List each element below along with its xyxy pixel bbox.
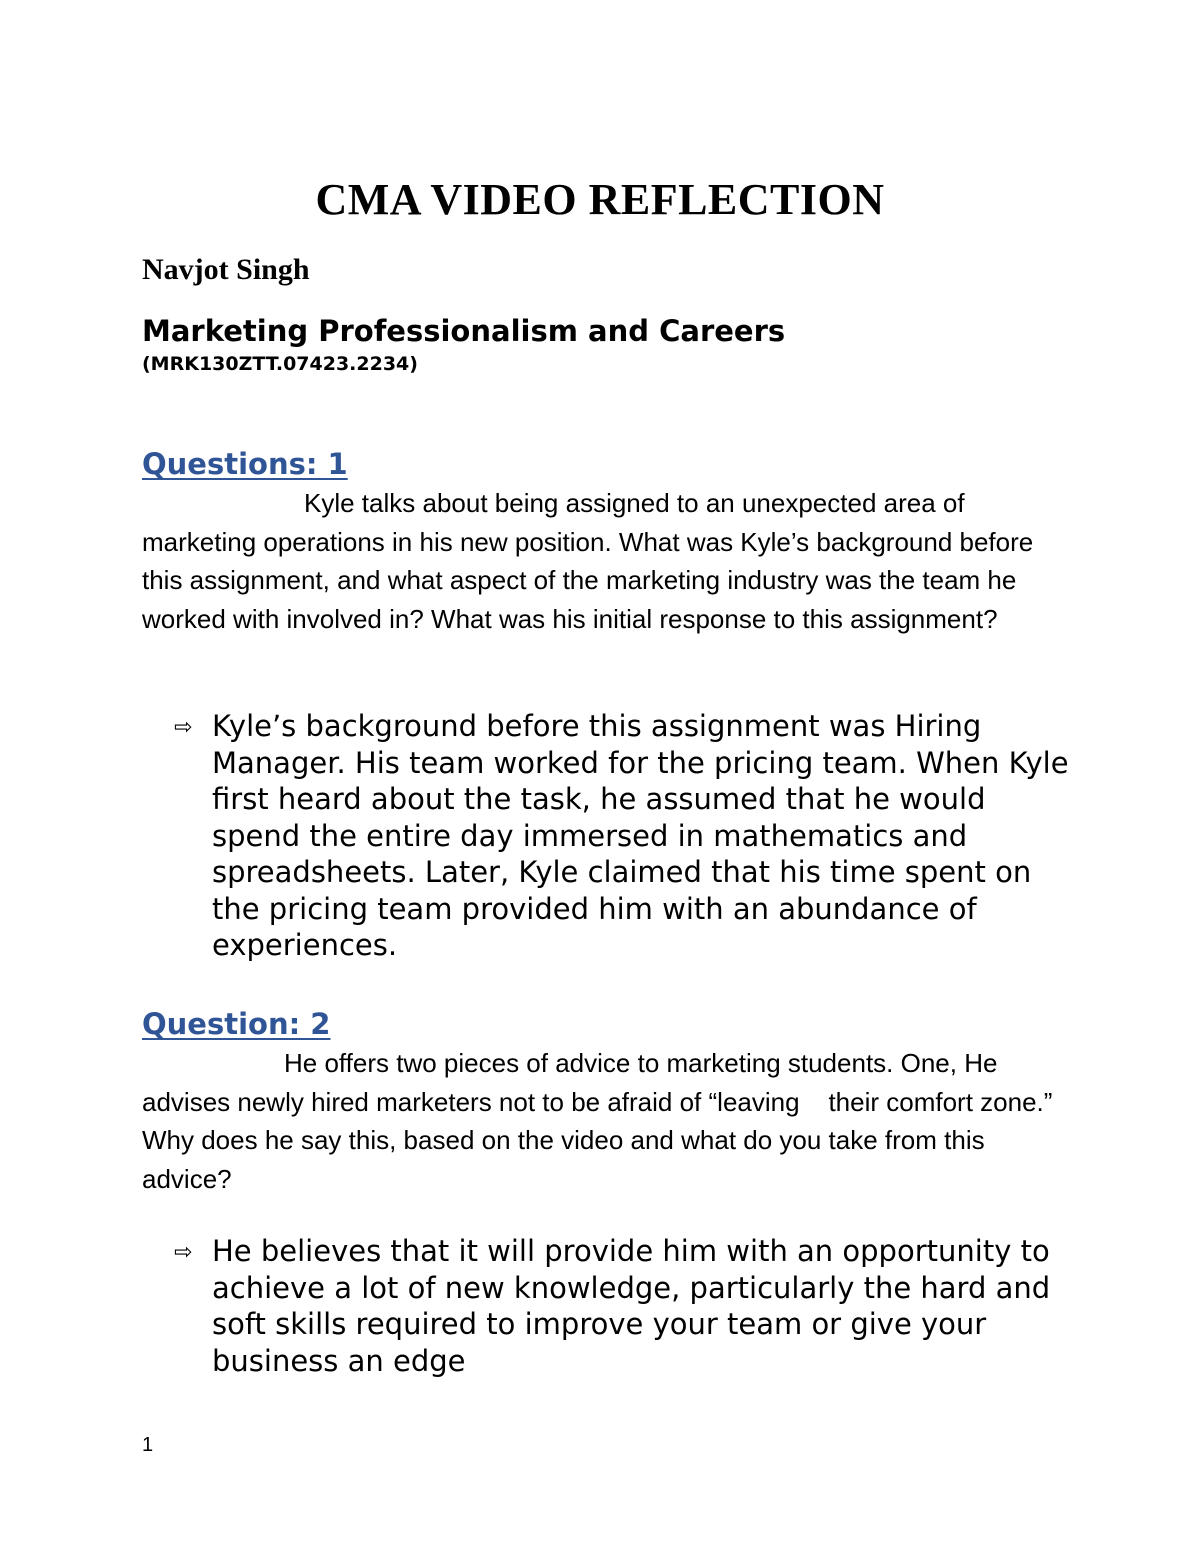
question-2-heading: Question: 2 [142,1007,331,1041]
question-1-text: Kyle talks about being assigned to an unexpected area of marketing operations in his new position. What was Kyle’s background before this assignment, and what aspect of the marketing industry was the team he worked with involved in? What was his initial response to this assignment? [142,488,1034,634]
answer-2 [174,1233,1074,1379]
answer-1 [174,708,1074,964]
question-2-text: He offers two pieces of advice to marketing students. One, He advises newly hired marketers not to be afraid of “leaving their comfort zone.” Why does he say this, based on the video and what do you take from this advice? [142,1048,1060,1194]
question-1-heading: Questions: 1 [142,447,348,481]
course-name: Marketing Professionalism and Careers [142,314,786,348]
page-number: 1 [142,1434,154,1456]
answer-2-text: He believes that it will provide him with an opportunity to achieve a lot of new knowledge, particularly the hard and soft skills required to improve your team or give your business an edge [212,1234,1051,1378]
course-code: (MRK130ZTT.07423.2234) [142,353,418,375]
answer-arrow-icon: ⇨ [174,715,193,740]
answer-1-text: Kyle’s background before this assignment was Hiring Manager. His team worked for the pricing team. When Kyle first heard about the task, he assumed that he would spend the entire day immersed in mathematics and spreadsheets. Later, Kyle claimed that his time spent on the pricing team provided him with an abundance of experiences. [212,709,1069,962]
document-title: CMA VIDEO REFLECTION [315,175,885,224]
answer-arrow-icon: ⇨ [174,1240,193,1265]
author-name: Navjot Singh [142,253,310,286]
